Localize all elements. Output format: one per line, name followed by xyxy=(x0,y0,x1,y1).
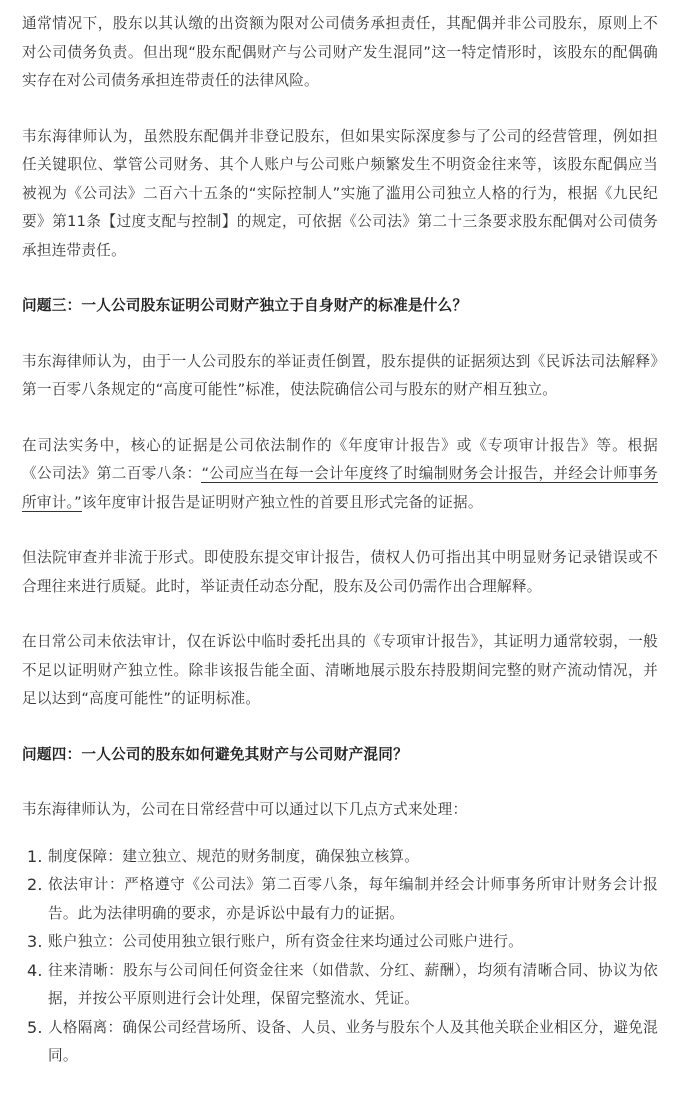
list-item xyxy=(22,843,658,872)
list-item-text: 人格隔离：确保公司经营场所、设备、人员、业务与股东个人及其他关联企业相区分，避免混同。 xyxy=(48,1018,658,1064)
list-item-number: 3. xyxy=(27,932,43,951)
audit-intro-text: 在司法实务中，核心的证据是公司依法制作的《年度审计报告》或《专项审计报告》等。根据《公司法》第二百零八条： xyxy=(22,436,658,482)
paragraph-court-review: 但法院审查并非流于形式。即使股东提交审计报告，债权人仍可指出其中明显财务记录错误或不合理往来进行质疑。此时，举证责任动态分配，股东及公司仍需作出合理解释。 xyxy=(22,549,658,595)
list-item-text: 账户独立：公司使用独立银行账户，所有资金往来均通过公司账户进行。 xyxy=(48,933,524,950)
question-four-heading: 问题四：一人公司的股东如何避免其财产与公司财产混同？ xyxy=(22,745,408,763)
audit-conclusion-text: 该年度审计报告是证明财产独立性的首要且形式完备的证据。 xyxy=(81,493,483,511)
methods-list xyxy=(22,843,658,1071)
paragraph-audit-report xyxy=(22,432,658,518)
list-item xyxy=(22,1014,658,1071)
paragraph-burden-of-proof: 韦东海律师认为，由于一人公司股东的举证责任倒置，股东提供的证据须达到《民诉法司法解释》第一百零八条规定的“高度可能性”标准，使法院确信公司与股东的财产相互独立。 xyxy=(22,352,658,398)
paragraph-spouse-liability: 通常情况下，股东以其认缴的出资额为限对公司债务承担责任，其配偶并非公司股东，原则上不对公司债务负责。但出现“股东配偶财产与公司财产发生混同”这一特定情形时，该股东的配偶确实存在对公司债务承担连带责任的法律风险。 xyxy=(22,15,658,89)
list-item xyxy=(22,957,658,1014)
list-item-number: 2. xyxy=(27,875,43,894)
list-item-number: 1. xyxy=(27,846,43,866)
paragraph-lawyer-opinion-spouse: 韦东海律师认为，虽然股东配偶并非登记股东，但如果实际深度参与了公司的经营管理，例如担任关键职位、掌管公司财务、其个人账户与公司账户频繁发生不明资金往来等，该股东配偶应当被视为《公司法》二百六十五条的“实际控制人”实施了滥用公司独立人格的行为，根据《九民纪要》第11条【过度支配与控制】的规定，可依据《公司法》第二十三条要求股东配偶对公司债务承担连带责任。 xyxy=(22,127,658,259)
paragraph-methods-intro: 韦东海律师认为，公司在日常经营中可以通过以下几点方式来处理： xyxy=(22,801,468,818)
company-law-quote: “公司应当在每一会计年度终了时编制财务会计报告，并经会计师事务所审计。” xyxy=(22,465,658,511)
question-three-heading: 问题三：一人公司股东证明公司财产独立于自身财产的标准是什么？ xyxy=(22,297,468,314)
list-item xyxy=(22,871,658,928)
list-item xyxy=(22,928,658,957)
list-item-number: 4. xyxy=(27,960,43,980)
list-item-text: 往来清晰：股东与公司间任何资金往来（如借款、分红、薪酬），均须有清晰合同、协议为依据，并按公平原则进行会计处理，保留完整流水、凭证。 xyxy=(48,961,658,1007)
list-item-text: 依法审计：严格遵守《公司法》第二百零八条，每年编制并经会计师事务所审计财务会计报告。此为法律明确的要求，亦是诉讼中最有力的证据。 xyxy=(48,876,658,922)
list-item-number: 5. xyxy=(27,1017,43,1037)
list-item-text: 制度保障：建立独立、规范的财务制度，确保独立核算。 xyxy=(48,847,420,865)
paragraph-special-audit: 在日常公司未依法审计，仅在诉讼中临时委托出具的《专项审计报告》，其证明力通常较弱，一般不足以证明财产独立性。除非该报告能全面、清晰地展示股东持股期间完整的财产流动情况，并足以达到“高度可能性”的证明标准。 xyxy=(22,633,658,707)
